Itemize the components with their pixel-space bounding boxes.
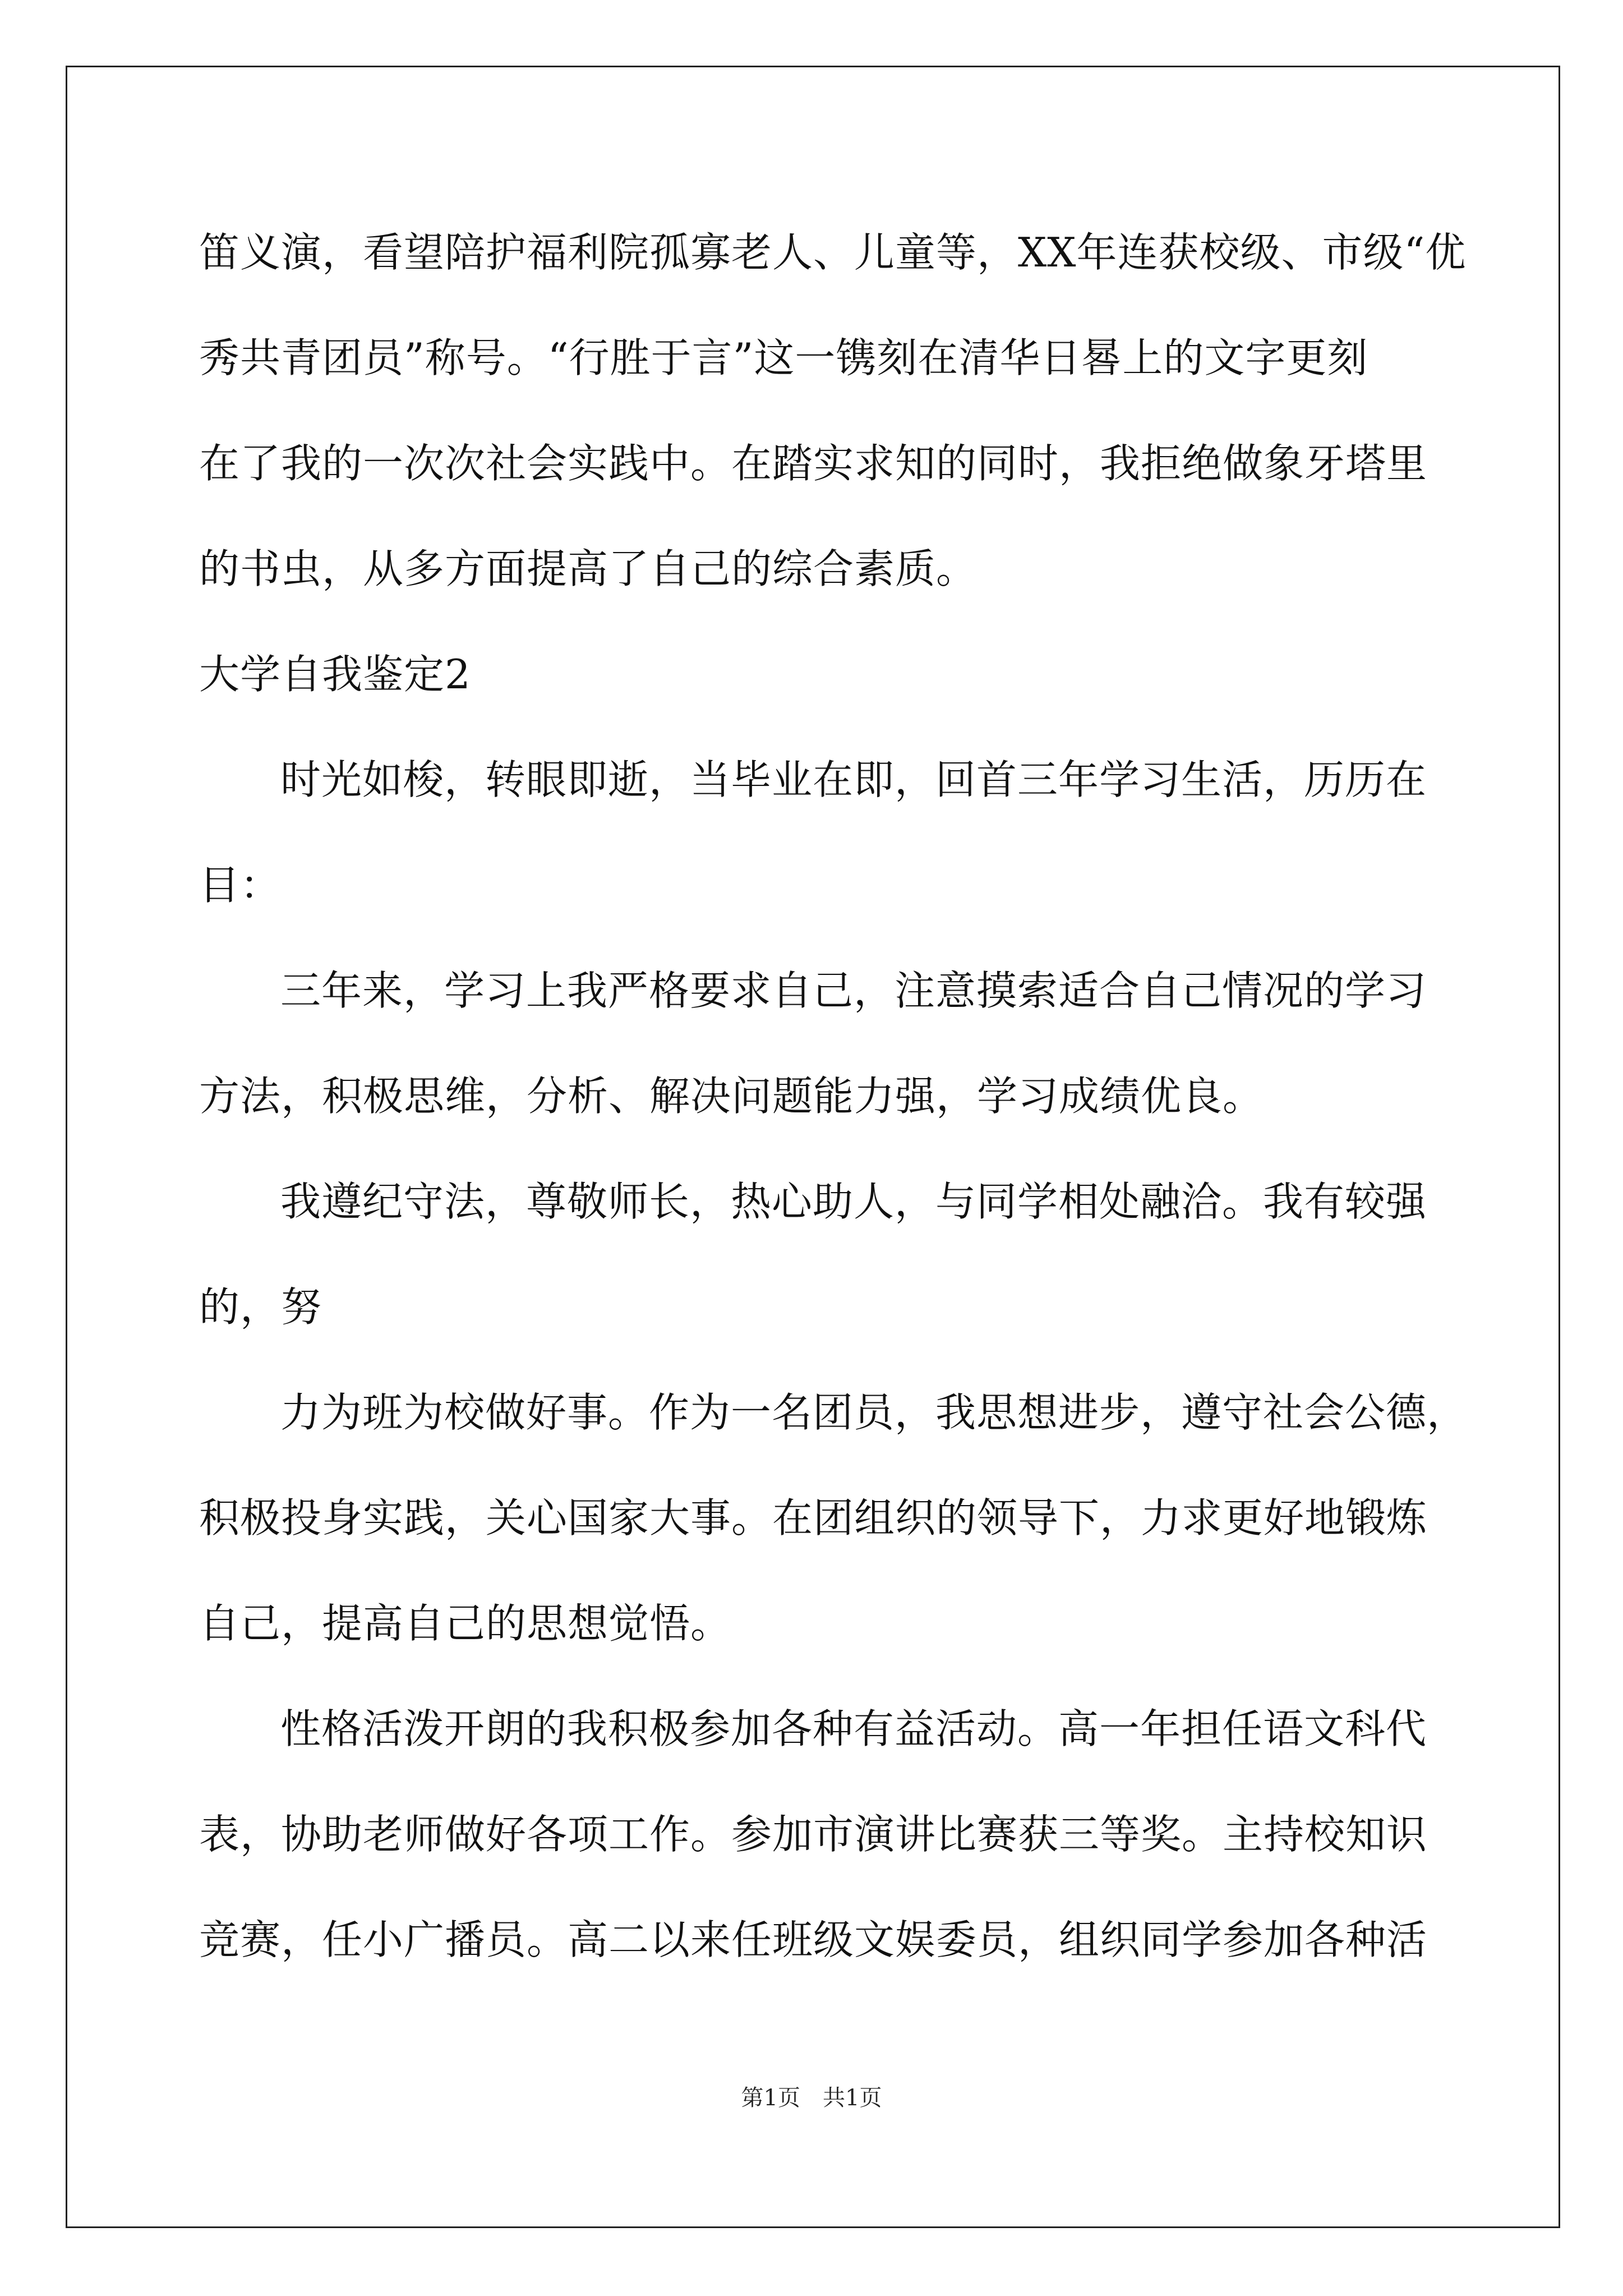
text-line: 力为班为校做好事。作为一名团员，我思想进步，遵守社会公德，: [280, 1389, 1468, 1436]
text-line: 竞赛，任小广播员。高二以来任班级文娱委员，组织同学参加各种活: [199, 1916, 1428, 1963]
text-line: 目：: [199, 862, 282, 909]
page-border: [66, 66, 1560, 2228]
text-line: 的，努: [199, 1283, 322, 1331]
text-line: 自己，提高自己的思想觉悟。: [199, 1600, 732, 1647]
text-line: 在了我的一次次社会实践中。在踏实求知的同时，我拒绝做象牙塔里: [199, 440, 1428, 487]
text-line: 我遵纪守法，尊敬师长，热心助人，与同学相处融洽。我有较强: [280, 1178, 1427, 1225]
text-line: 时光如梭，转眼即逝，当毕业在即，回首三年学习生活，历历在: [280, 756, 1427, 803]
section-heading: 大学自我鉴定2: [199, 651, 471, 698]
text-line: 笛义演，看望陪护福利院孤寡老人、儿童等，XX年连获校级、市级“优: [199, 229, 1467, 276]
text-line: 性格活泼开朗的我积极参加各种有益活动。高一年担任语文科代: [280, 1705, 1427, 1752]
text-line: 表，协助老师做好各项工作。参加市演讲比赛获三等奖。主持校知识: [199, 1811, 1428, 1858]
text-line: 的书虫，从多方面提高了自己的综合素质。: [199, 545, 978, 592]
text-line: 三年来，学习上我严格要求自己，注意摸索适合自己情况的学习: [280, 967, 1427, 1014]
page-number: 第1页 共1页: [741, 2085, 882, 2111]
text-line: 积极投身实践，关心国家大事。在团组织的领导下，力求更好地锻炼: [199, 1494, 1428, 1542]
text-line: 秀共青团员”称号。“行胜于言”这一镌刻在清华日晷上的文字更刻: [199, 334, 1368, 381]
text-line: 方法，积极思维，分析、解决问题能力强，学习成绩优良。: [199, 1073, 1264, 1120]
